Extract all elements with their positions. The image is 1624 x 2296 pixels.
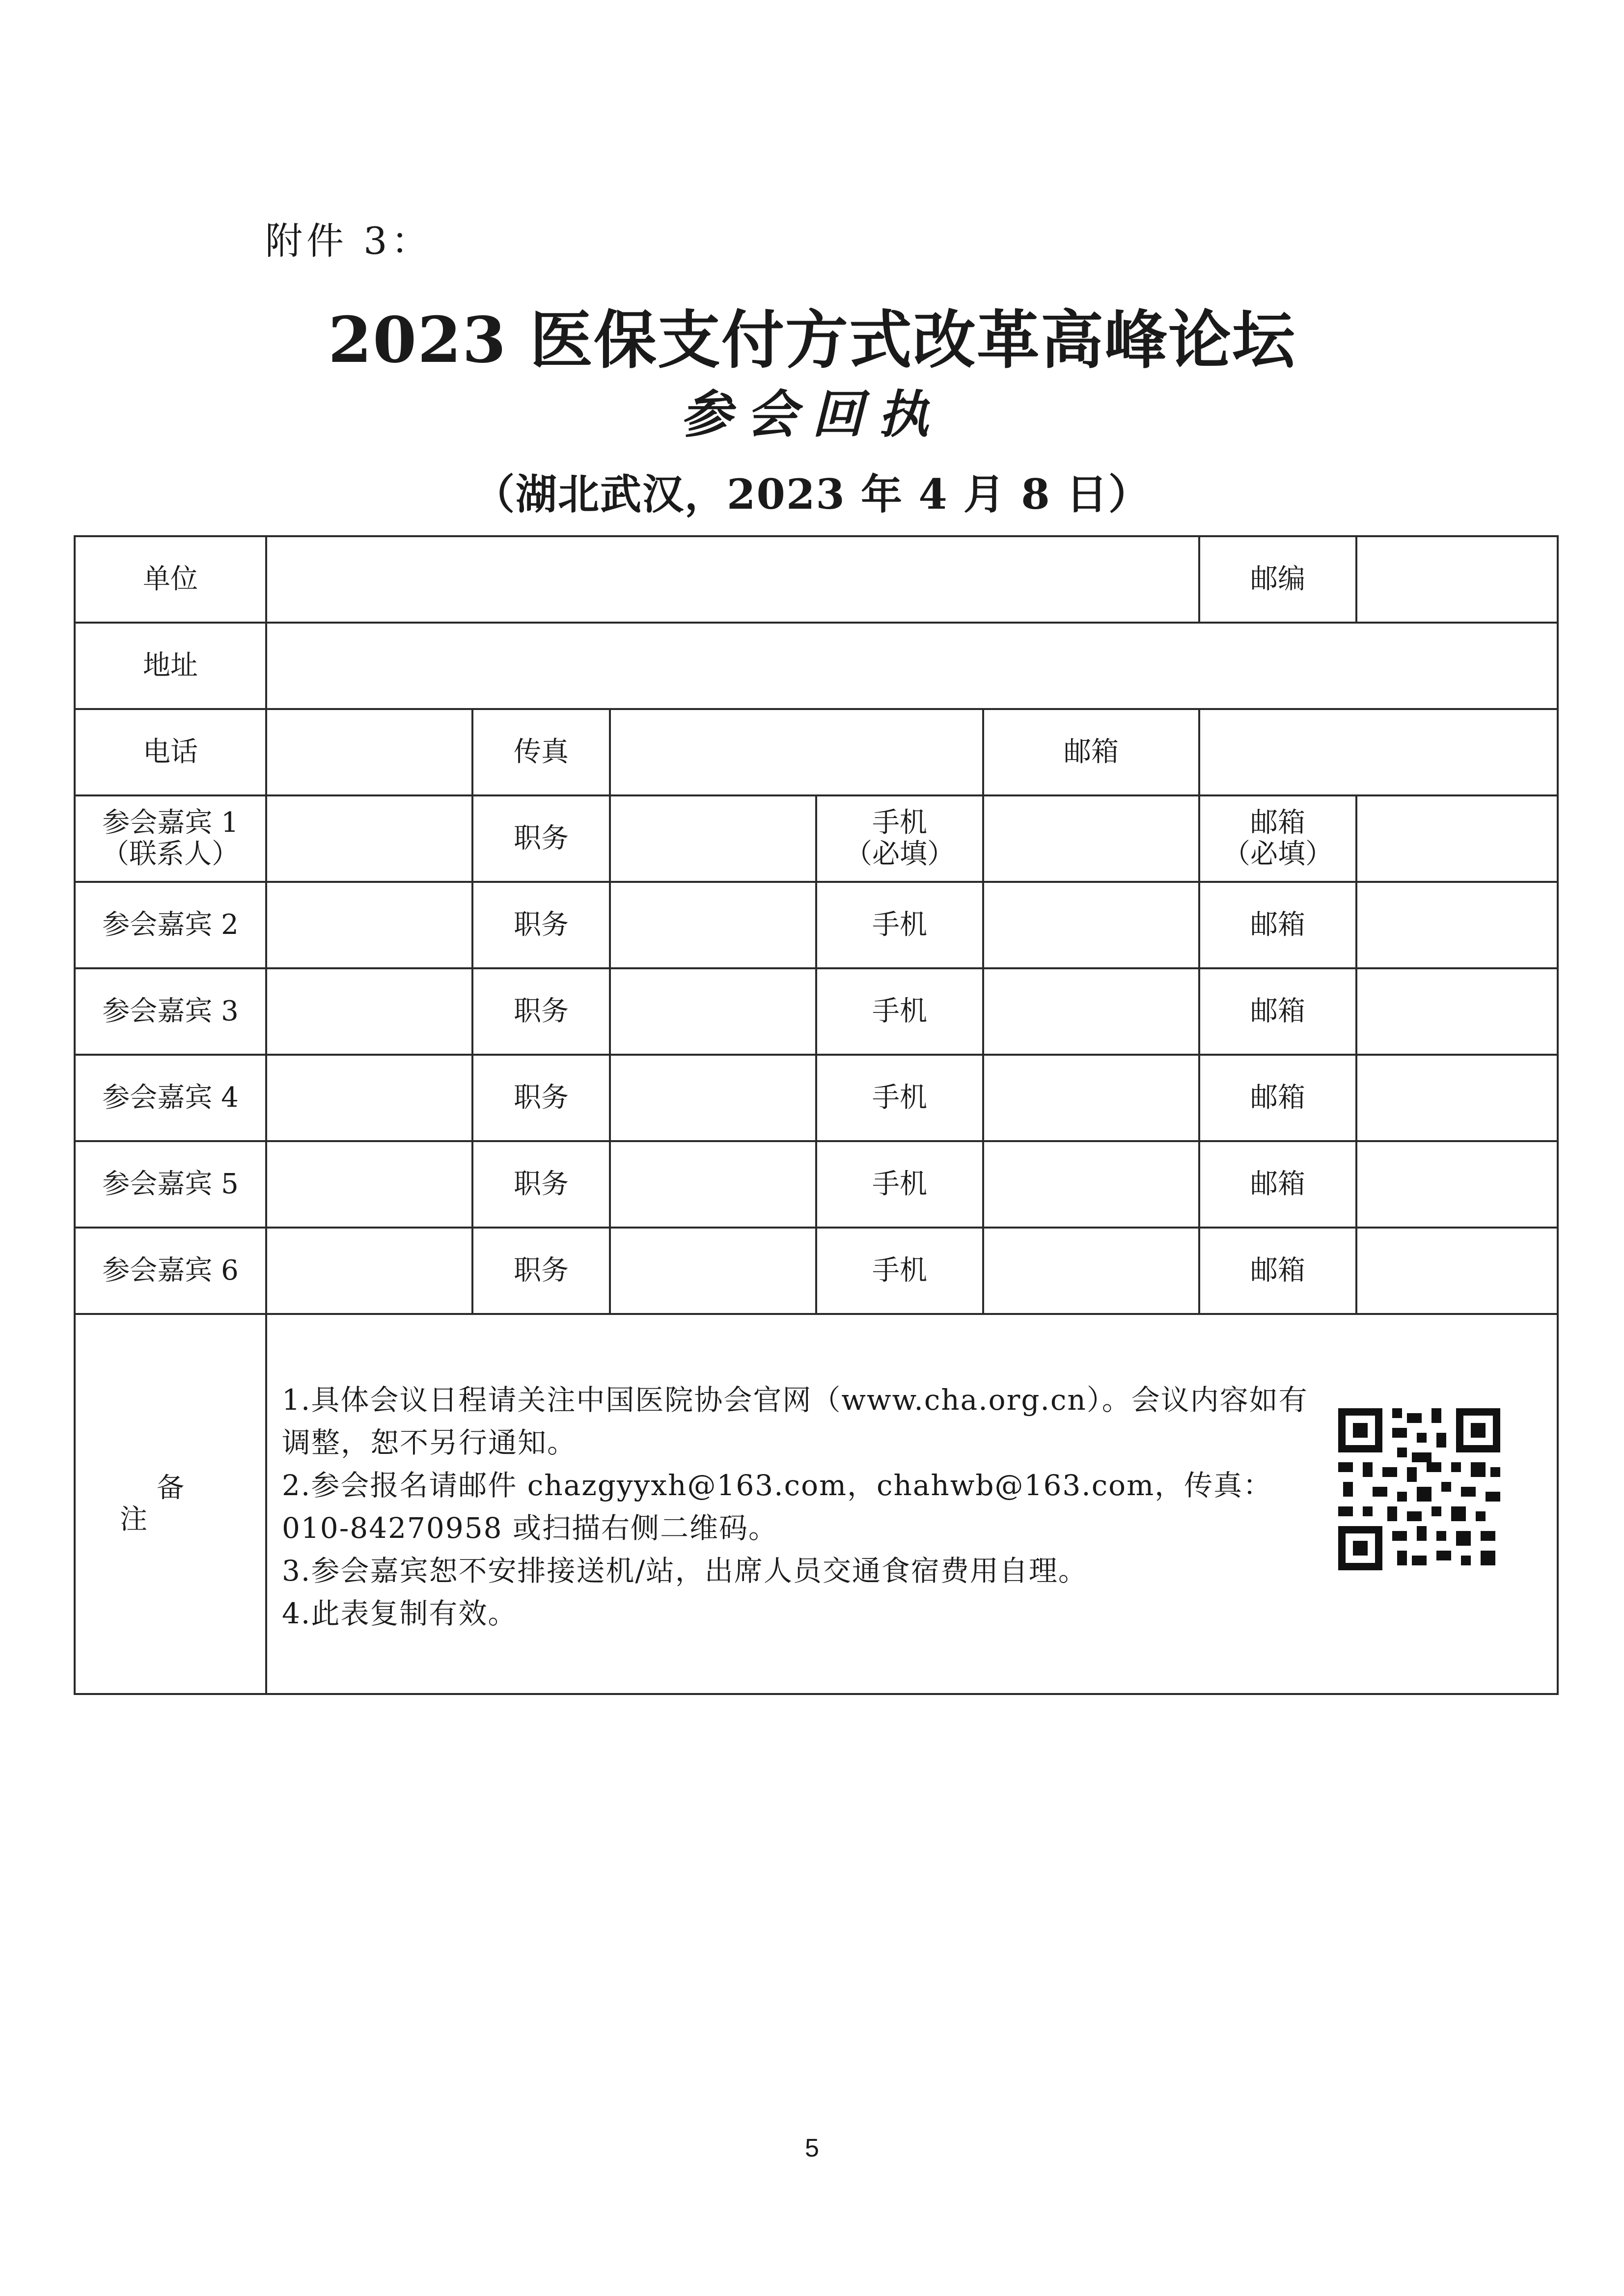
guest-email-input[interactable] — [1356, 1055, 1558, 1141]
row-address — [75, 623, 1558, 709]
event-location-date: （湖北武汉，2023 年 4 月 8 日） — [473, 470, 1151, 519]
guest-label: 参会嘉宾 4 — [75, 1055, 266, 1141]
notes-list — [282, 1379, 1313, 1635]
position-label: 职务 — [472, 1228, 610, 1314]
guest-name-input[interactable] — [266, 1141, 472, 1228]
email-label: 邮箱 — [1199, 1141, 1356, 1228]
row-guest-3 — [75, 968, 1558, 1055]
registration-form — [74, 535, 1559, 1695]
guest-1-mobile-input[interactable] — [983, 795, 1199, 882]
email-label: 邮箱 — [1199, 968, 1356, 1055]
position-label: 职务 — [472, 882, 610, 968]
mobile-label: 手机 — [816, 968, 983, 1055]
row-guest-1 — [75, 795, 1558, 882]
mobile-label: 手机 — [816, 882, 983, 968]
email-label: 邮箱 — [983, 709, 1199, 795]
postcode-input[interactable] — [1356, 536, 1558, 623]
page-number: 5 — [805, 2134, 819, 2162]
row-guest-5 — [75, 1141, 1558, 1228]
guest-position-input[interactable] — [610, 1141, 816, 1228]
fax-label: 传真 — [472, 709, 610, 795]
position-label: 职务 — [472, 1141, 610, 1228]
mobile-label: 手机 — [816, 1055, 983, 1141]
guest-label: 参会嘉宾 5 — [75, 1141, 266, 1228]
page-title: 2023 医保支付方式改革高峰论坛 — [328, 303, 1296, 377]
note-item: 1.具体会议日程请关注中国医院协会官网（www.cha.org.cn）。会议内容如有调整，恕不另行通知。 — [282, 1383, 1308, 1459]
row-contact — [75, 709, 1558, 795]
row-remarks — [75, 1314, 1558, 1694]
guest-name-input[interactable] — [266, 882, 472, 968]
attachment-label: 附件 3： — [265, 219, 433, 263]
guest-name-input[interactable] — [266, 1228, 472, 1314]
position-label: 职务 — [472, 1055, 610, 1141]
email-required-label: 邮箱 （必填） — [1199, 795, 1356, 882]
guest-email-input[interactable] — [1356, 1141, 1558, 1228]
fax-input[interactable] — [610, 709, 983, 795]
guest-position-input[interactable] — [610, 1228, 816, 1314]
email-label: 邮箱 — [1199, 882, 1356, 968]
guest-name-input[interactable] — [266, 1055, 472, 1141]
address-label: 地址 — [75, 623, 266, 709]
guest-1-email-input[interactable] — [1356, 795, 1558, 882]
row-guest-2 — [75, 882, 1558, 968]
phone-label: 电话 — [75, 709, 266, 795]
guest-position-input[interactable] — [610, 882, 816, 968]
page-subtitle: 参会回执 — [680, 384, 944, 444]
guest-label: 参会嘉宾 2 — [75, 882, 266, 968]
guest-1-label: 参会嘉宾 1 （联系人） — [75, 795, 266, 882]
note-item: 4.此表复制有效。 — [282, 1597, 518, 1630]
unit-label: 单位 — [75, 536, 266, 623]
row-unit — [75, 536, 1558, 623]
guest-mobile-input[interactable] — [983, 1228, 1199, 1314]
guest-position-input[interactable] — [610, 1055, 816, 1141]
phone-input[interactable] — [266, 709, 472, 795]
guest-label: 参会嘉宾 6 — [75, 1228, 266, 1314]
guest-mobile-input[interactable] — [983, 1055, 1199, 1141]
mobile-label: 手机 — [816, 1228, 983, 1314]
mobile-label: 手机 — [816, 1141, 983, 1228]
unit-input[interactable] — [266, 536, 1199, 623]
guest-mobile-input[interactable] — [983, 882, 1199, 968]
email-label: 邮箱 — [1199, 1055, 1356, 1141]
row-guest-6 — [75, 1228, 1558, 1314]
guest-name-input[interactable] — [266, 968, 472, 1055]
guest-1-name-input[interactable] — [266, 795, 472, 882]
row-guest-4 — [75, 1055, 1558, 1141]
guest-mobile-input[interactable] — [983, 968, 1199, 1055]
guest-position-input[interactable] — [610, 968, 816, 1055]
guest-email-input[interactable] — [1356, 1228, 1558, 1314]
guest-1-position-input[interactable] — [610, 795, 816, 882]
guest-label: 参会嘉宾 3 — [75, 968, 266, 1055]
postcode-label: 邮编 — [1199, 536, 1356, 623]
position-label: 职务 — [472, 795, 610, 882]
guest-email-input[interactable] — [1356, 968, 1558, 1055]
address-input[interactable] — [266, 623, 1558, 709]
guest-mobile-input[interactable] — [983, 1141, 1199, 1228]
mobile-required-label: 手机 （必填） — [816, 795, 983, 882]
note-item: 3.参会嘉宾恕不安排接送机/站，出席人员交通食宿费用自理。 — [282, 1554, 1088, 1587]
email-input[interactable] — [1199, 709, 1558, 795]
remarks-label: 备注 — [75, 1314, 266, 1694]
guest-email-input[interactable] — [1356, 882, 1558, 968]
email-label: 邮箱 — [1199, 1228, 1356, 1314]
qr-code-icon — [1333, 1403, 1505, 1575]
position-label: 职务 — [472, 968, 610, 1055]
note-item: 2.参会报名请邮件 chazgyyxh@163.com，chahwb@163.com，传真：010-84270958 或扫描右侧二维码。 — [282, 1469, 1273, 1545]
remarks-content — [266, 1314, 1558, 1694]
